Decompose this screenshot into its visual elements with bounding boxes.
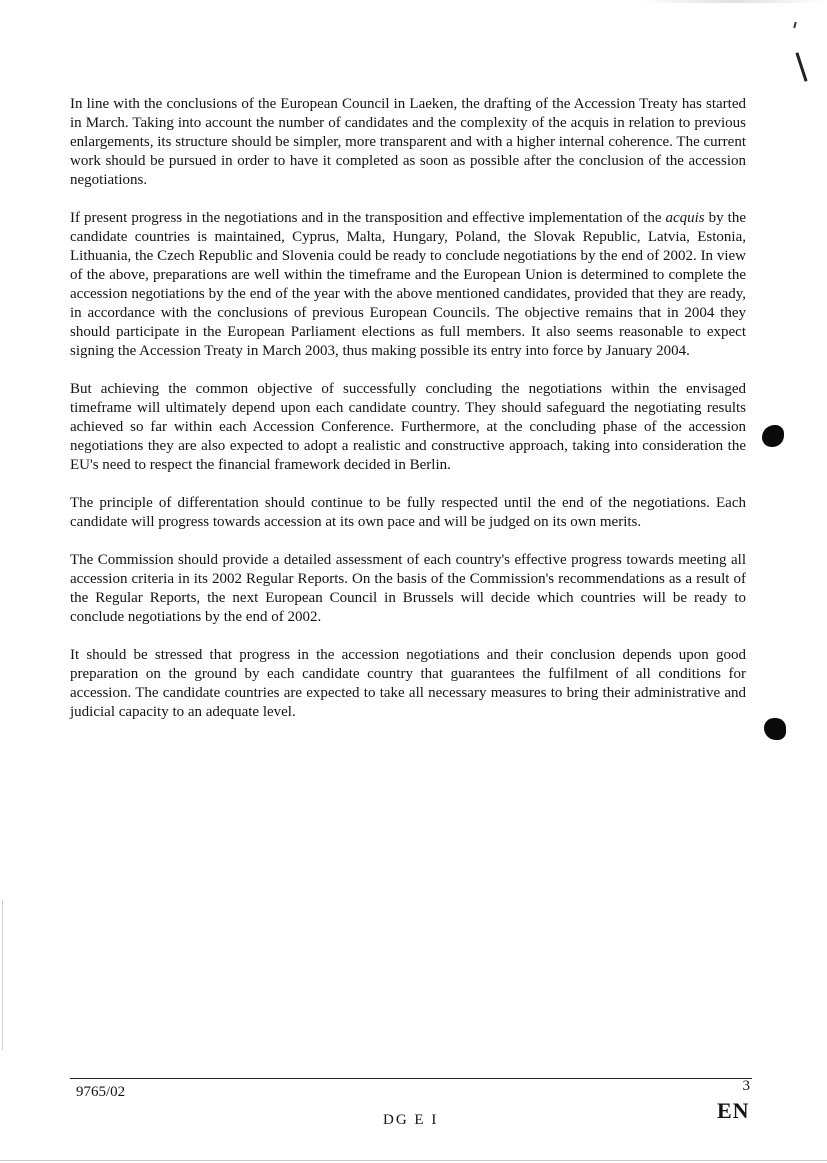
department-code: DG E I	[383, 1112, 439, 1128]
scan-mark	[795, 52, 807, 81]
scan-artifact	[640, 0, 827, 3]
document-body	[70, 95, 746, 722]
scan-artifact	[0, 1160, 827, 1161]
scan-artifact	[2, 900, 3, 1050]
paragraph-4: The principle of differentation should continue to be fully respected until the end of the negotiations. Each candidate will progress towards accession at its own pace and will be judged on its own merits.	[70, 495, 746, 530]
paragraph-3: But achieving the common objective of successfully concluding the negotiations within the envisaged timeframe will ultimately depend upon each candidate country. They should safeguard the negotiating results achieved so far within each Accession Conference. Furthermore, at the concluding phase of the accession negotiations they are also expected to adopt a realistic and constructive approach, taking into consideration the EU's need to respect the financial framework decided in Berlin.	[70, 381, 746, 473]
footer-divider	[70, 1078, 752, 1079]
document-number: 9765/02	[76, 1084, 126, 1100]
paragraph-5: The Commission should provide a detailed assessment of each country's effective progress towards meeting all accession criteria in its 2002 Regular Reports. On the basis of the Commission's recommendations as a result of the Regular Reports, the next European Council in Brussels will decide which countries will be ready to conclude negotiations by the end of 2002.	[70, 552, 746, 625]
paragraph-6: It should be stressed that progress in the accession negotiations and their conclusion depends upon good preparation on the ground by each candidate country that guarantees the fulfilment of all conditions for accession. The candidate countries are expected to take all necessary measures to bring their administrative and judicial capacity to an adequate level.	[70, 647, 746, 720]
page-number: 3	[742, 1078, 750, 1094]
scan-mark	[793, 22, 796, 28]
italic-term: acquis	[665, 210, 705, 226]
punch-hole	[764, 718, 786, 740]
paragraph-2: If present progress in the negotiations and in the transposition and effective implementation of the acquis by the candidate countries is maintained, Cyprus, Malta, Hungary, Poland, the Slovak Republic, Latvia, Estonia, Lithuania, the Czech Republic and Slovenia could be ready to conclude negotiations by the end of 2002. In view of the above, preparations are well within the timeframe and the European Union is determined to complete the accession negotiations by the end of the year with the above mentioned candidates, provided that they are ready, in accordance with the conclusions of previous European Councils. The objective remains that in 2004 they should participate in the European Parliament elections as full members. It also seems reasonable to expect signing the Accession Treaty in March 2003, thus making possible its entry into force by January 2004.	[70, 210, 746, 359]
paragraph-1: In line with the conclusions of the European Council in Laeken, the drafting of the Accession Treaty has started in March. Taking into account the number of candidates and the complexity of the acquis in relation to previous enlargements, its structure should be simpler, more transparent and with a higher internal coherence. The current work should be pursued in order to have it completed as soon as possible after the conclusion of the accession negotiations.	[70, 96, 746, 188]
language-code: EN	[717, 1098, 750, 1123]
punch-hole	[762, 425, 784, 447]
